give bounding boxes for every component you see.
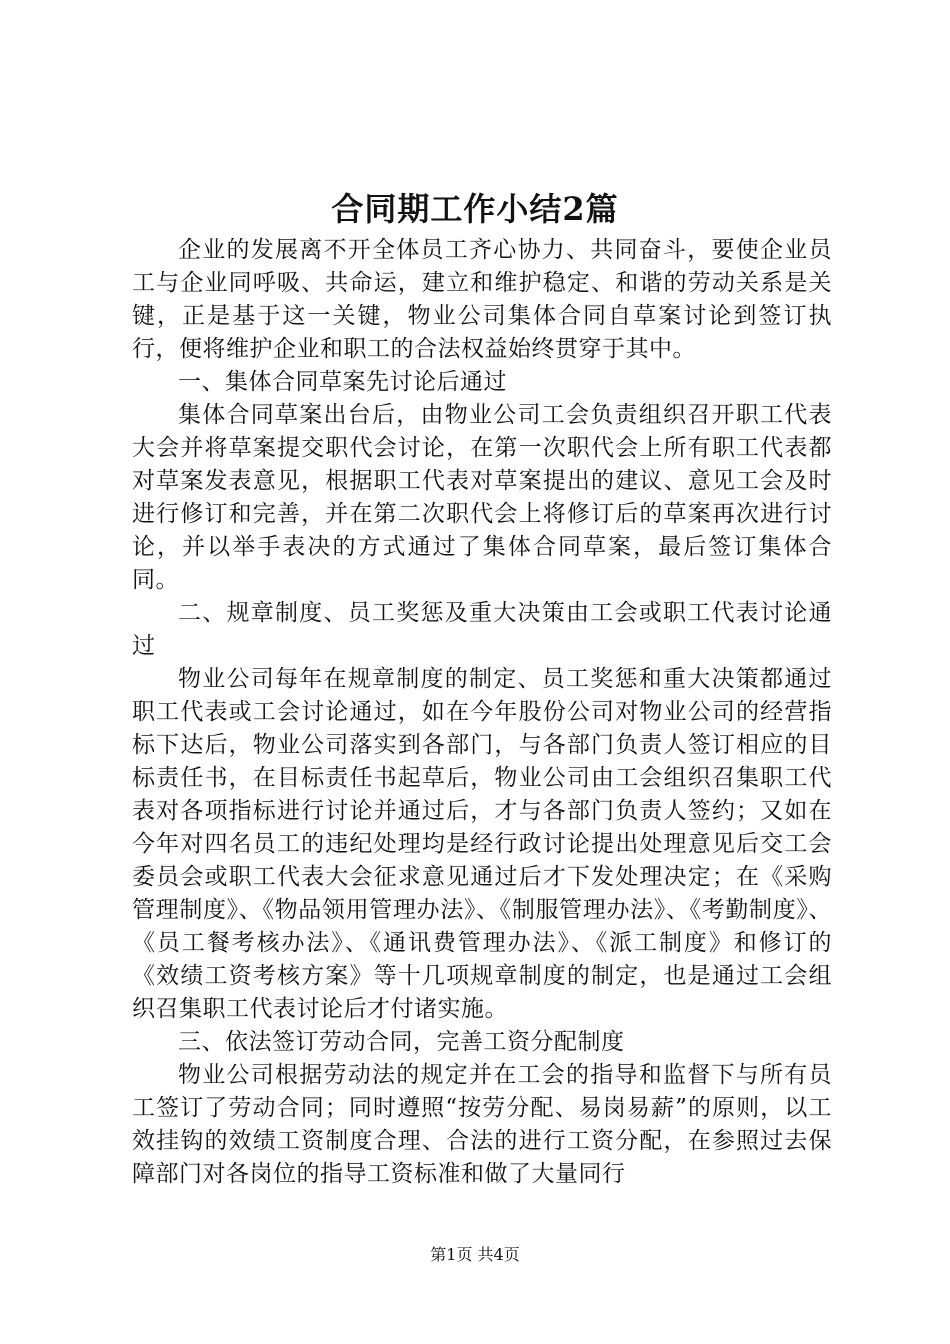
- section-heading-1: 一、集体合同草案先讨论后通过: [178, 369, 507, 395]
- document-body: [132, 234, 832, 1191]
- section-heading-3: 三、依法签订劳动合同，完善工资分配制度: [178, 1029, 625, 1055]
- document-title: 合同期工作小结2篇: [331, 190, 619, 228]
- section-heading-2: 二、规章制度、员工奖惩及重大决策由工会或职工代表讨论通过: [132, 600, 832, 659]
- paragraph-section-3: 物业公司根据劳动法的规定并在工会的指导和监督下与所有员工签订了劳动合同；同时遵照“按劳分配、易岗易薪”的原则，以工效挂钩的效绩工资制度合理、合法的进行工资分配，在参照过去保障部门对各岗位的指导工资标准和做了大量同行: [132, 1062, 832, 1187]
- paragraph-section-2: 物业公司每年在规章制度的制定、员工奖惩和重大决策都通过职工代表或工会讨论通过，如在今年股份公司对物业公司的经营指标下达后，物业公司落实到各部门，与各部门负责人签订相应的目标责任书，在目标责任书起草后，物业公司由工会组织召集职工代表对各项指标进行讨论并通过后，才与各部门负责人签约；又如在今年对四名员工的违纪处理均是经行政讨论提出处理意见后交工会委员会或职工代表大会征求意见通过后才下发处理决定；在《采购管理制度》、《物品领用管理办法》、《制服管理办法》、《考勤制度》、《员工餐考核办法》、《通讯费管理办法》、《派工制度》和修订的《效绩工资考核方案》等十几项规章制度的制定，也是通过工会组织召集职工代表讨论后才付诸实施。: [132, 666, 832, 1022]
- paragraph-section-1: 集体合同草案出台后，由物业公司工会负责组织召开职工代表大会并将草案提交职代会讨论，在第一次职代会上所有职工代表都对草案发表意见，根据职工代表对草案提出的建议、意见工会及时进行修订和完善，并在第二次职代会上将修订后的草案再次进行讨论，并以举手表决的方式通过了集体合同草案，最后签订集体合同。: [132, 402, 832, 593]
- paragraph-intro: 企业的发展离不开全体员工齐心协力、共同奋斗，要使企业员工与企业同呼吸、共命运，建立和维护稳定、和谐的劳动关系是关键，正是基于这一关键，物业公司集体合同自草案讨论到签订执行，便将维护企业和职工的合法权益始终贯穿于其中。: [132, 237, 832, 362]
- page-footer: 第1页 共4页: [430, 1245, 520, 1264]
